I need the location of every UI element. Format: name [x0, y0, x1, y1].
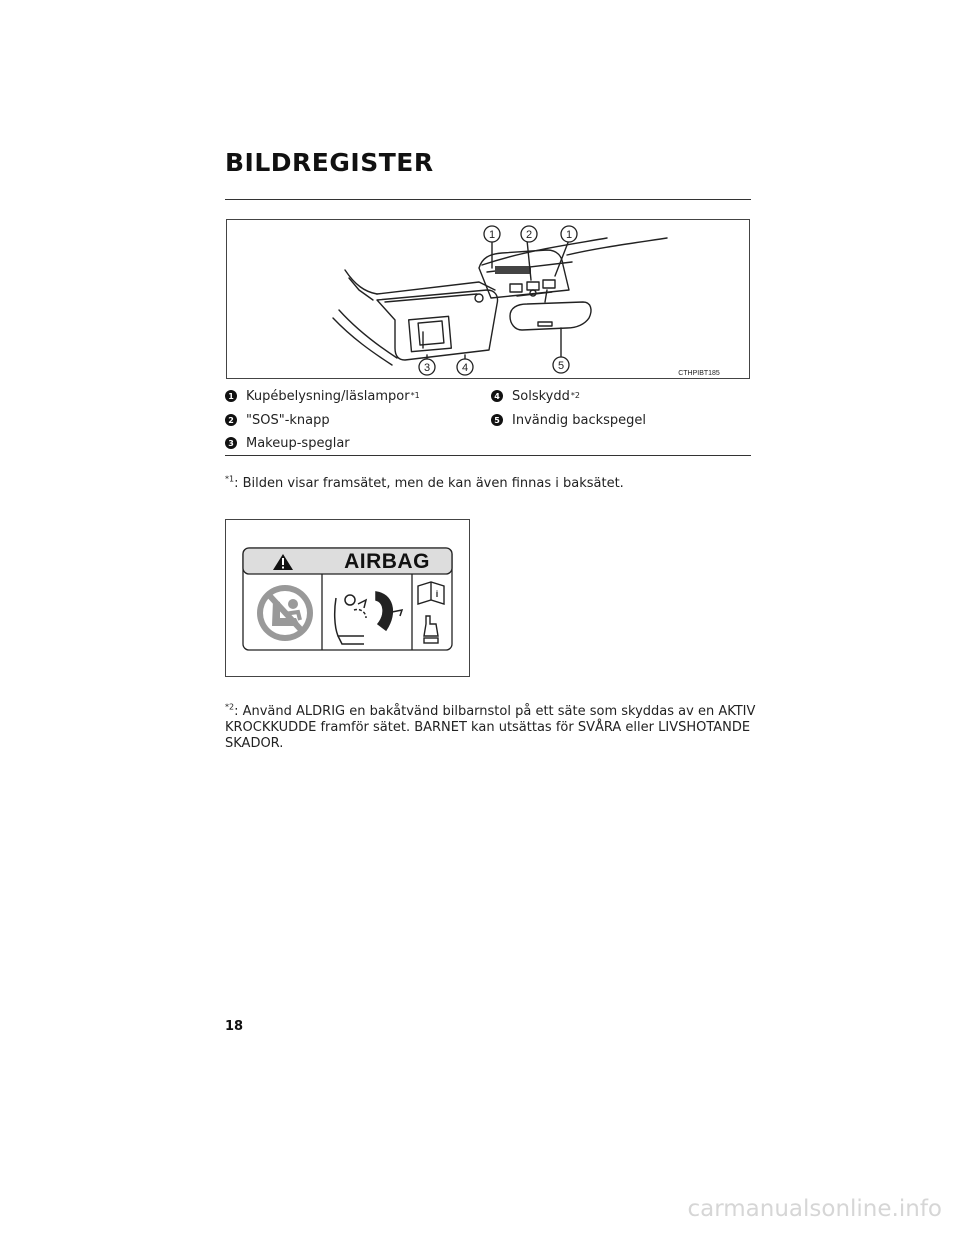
legend-label: "SOS"-knapp: [246, 412, 330, 428]
legend-number-badge: 1: [225, 390, 237, 402]
callout-label-5: 5: [557, 360, 565, 372]
legend-item-2: [225, 412, 330, 428]
legend-label: Makeup-speglar: [246, 435, 350, 451]
legend-item-5: [491, 412, 646, 428]
footnote-text-line-3: SKADOR.: [225, 736, 284, 751]
footnote-text: : Bilden visar framsätet, men de kan även finnas i baksätet.: [234, 476, 624, 491]
legend-item-3: [225, 435, 350, 451]
callout-label-4: 4: [461, 362, 469, 374]
callout-label-2: 2: [525, 229, 533, 241]
footnote-2: [225, 704, 755, 752]
watermark: carmanualsonline.info: [687, 1196, 942, 1222]
overhead-console-figure: [226, 219, 750, 379]
callout-label-3: 3: [423, 362, 431, 374]
airbag-label-title: AIRBAG: [344, 550, 430, 573]
svg-text:i: i: [435, 589, 439, 599]
footnote-1: [225, 476, 624, 492]
legend-item-4: 4 Solskydd *2: [491, 388, 580, 404]
legend-label: Solskydd: [512, 388, 570, 404]
page-number: 18: [225, 1019, 244, 1034]
callout-label-1a: 1: [488, 229, 496, 241]
legend-label: Kupébelysning/läslampor: [246, 388, 410, 404]
legend-number-badge: 4: [491, 390, 503, 402]
airbag-warning-figure: [225, 519, 470, 677]
legend-number-badge: 5: [491, 414, 503, 426]
title-divider: [225, 199, 751, 200]
footnote-mark: *1: [225, 474, 235, 484]
footnote-text-line-2: KROCKKUDDE framför sätet. BARNET kan utsättas för SVÅRA eller LIVSHOTANDE: [225, 720, 751, 735]
airbag-warning-drawing: [226, 520, 471, 678]
callout-label-1b: 1: [565, 229, 573, 241]
page-title: BILDREGISTER: [225, 148, 434, 177]
legend-item-1: 1 Kupébelysning/läslampor *1: [225, 388, 420, 404]
figure-code: CTHPIBT185: [678, 370, 720, 377]
legend-number-badge: 3: [225, 437, 237, 449]
overhead-console-drawing: [227, 220, 751, 380]
no-rear-facing-child-seat-icon: [257, 585, 313, 641]
footnote-text-line-1: : Använd ALDRIG en bakåtvänd bilbarnstol på ett säte som skyddas av en AKTIV: [234, 704, 756, 719]
legend-label: Invändig backspegel: [512, 412, 646, 428]
legend-number-badge: 2: [225, 414, 237, 426]
legend-divider: [225, 455, 751, 456]
footnote-mark: *2: [225, 702, 235, 712]
